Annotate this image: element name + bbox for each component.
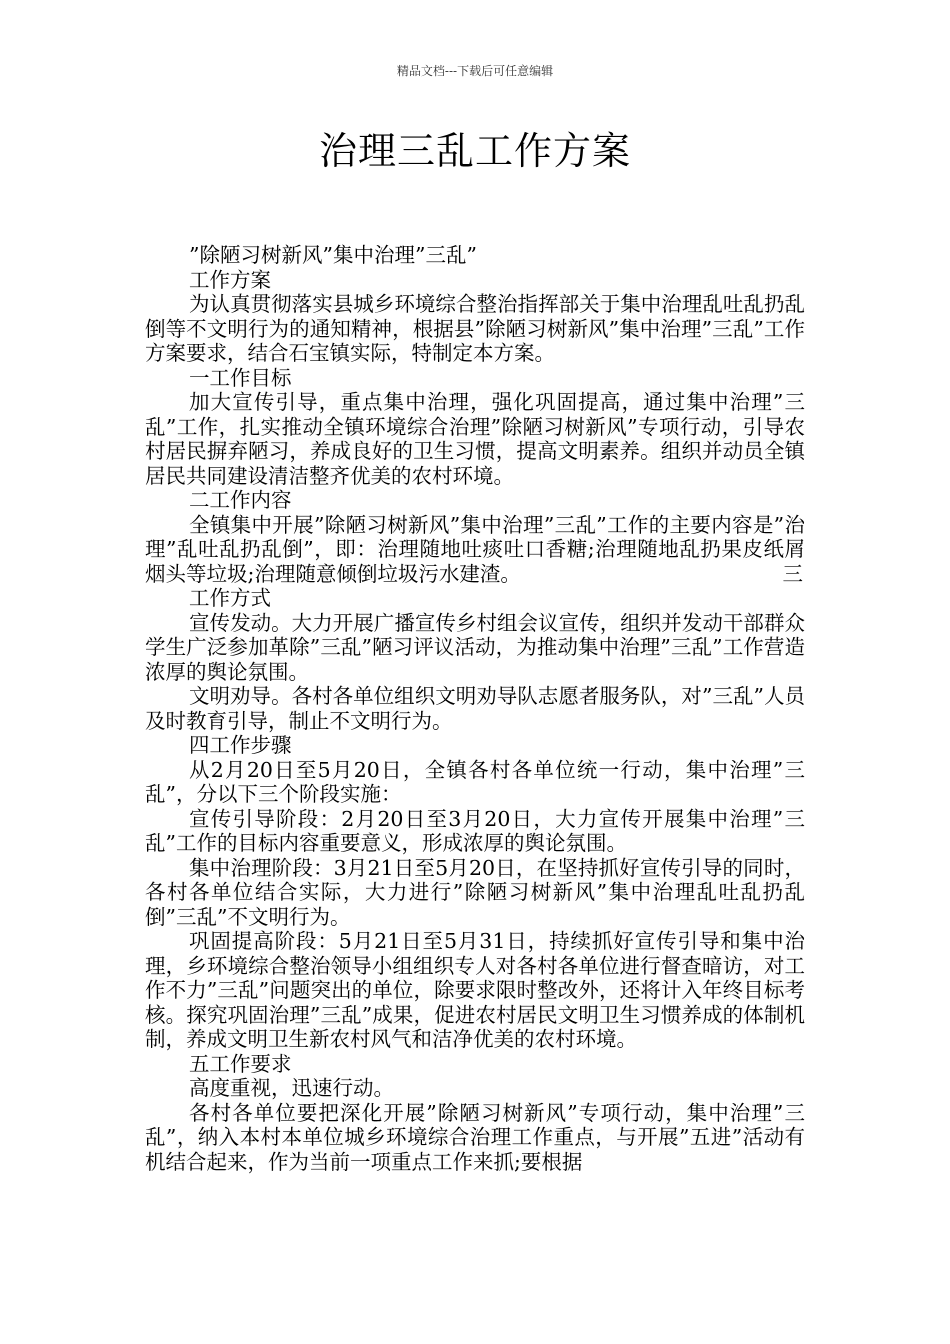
section-heading-1: 一工作目标: [189, 365, 292, 390]
section-heading-5: 五工作要求: [189, 1051, 292, 1076]
document-title: 治理三乱工作方案: [318, 129, 631, 173]
paragraph-stage-3: 巩固提高阶段：5月21日至5月31日，持续抓好宣传引导和集中治理，乡环境综合整治领导小组组织专人对各村各单位进行督查暗访，对工作不力”三乱”问题突出的单位，除要求限时整改外，还将计入年终目标考核。探究巩固治理”三乱”成果，促进农村居民文明卫生习惯养成的体制机制，养成文明卫生新农村风气和洁净优美的农村环境。: [145, 929, 805, 1051]
paragraph-stage-1: 宣传引导阶段：2月20日至3月20日，大力宣传开展集中治理”三乱”工作的目标内容重要意义，形成浓厚的舆论氛围。: [145, 806, 805, 855]
paragraph-subtitle: ”除陋习树新风”集中治理”三乱”: [189, 243, 477, 267]
paragraph-requirement-2: 各村各单位要把深化开展”除陋习树新风”专项行动，集中治理”三乱”，纳入本村本单位城乡环境综合治理工作重点，与开展”五进”活动有机结合起来，作为当前一项重点工作来抓;要根据: [145, 1100, 805, 1174]
paragraph-content: [145, 513, 805, 587]
paragraph-content-text: 全镇集中开展”除陋习树新风”集中治理”三乱”工作的主要内容是”治理”乱吐乱扔乱倒”，即：治理随地吐痰吐口香糖;治理随地乱扔果皮纸屑烟头等垃圾;治理随意倾倒垃圾污水建渣。: [145, 512, 805, 586]
section-heading-2: 二工作内容: [189, 488, 292, 512]
section-number-three: 三: [782, 561, 803, 586]
paragraph-publicity: 宣传发动。大力开展广播宣传乡村组会议宣传，组织并发动干部群众学生广泛参加革除”三乱”陋习评议活动，为推动集中治理”三乱”工作营造浓厚的舆论氛围。: [145, 610, 805, 684]
paragraph-steps: 从2月20日至5月20日，全镇各村各单位统一行动，集中治理”三乱”，分以下三个阶段实施：: [145, 757, 805, 806]
section-heading-3: 工作方式: [189, 586, 271, 610]
paragraph-persuasion: 文明劝导。各村各单位组织文明劝导队志愿者服务队，对”三乱”人员及时教育引导，制止不文明行为。: [145, 684, 805, 733]
document-body: [145, 243, 805, 1174]
paragraph-stage-2: 集中治理阶段：3月21日至5月20日，在坚持抓好宣传引导的同时，各村各单位结合实际，大力进行”除陋习树新风”集中治理乱吐乱扔乱倒”三乱”不文明行为。: [145, 855, 805, 929]
paragraph-requirement-1: 高度重视，迅速行动。: [189, 1076, 394, 1100]
paragraph-goal: 加大宣传引导，重点集中治理，强化巩固提高，通过集中治理”三乱”工作，扎实推动全镇环境综合治理”除陋习树新风”专项行动，引导农村居民摒弃陋习，养成良好的卫生习惯，提高文明素养。组织并动员全镇居民共同建设清洁整齐优美的农村环境。: [145, 390, 805, 488]
section-heading-4: 四工作步骤: [189, 733, 292, 757]
paragraph-subtitle-2: 工作方案: [189, 267, 271, 292]
paragraph-intro: 为认真贯彻落实县城乡环境综合整治指挥部关于集中治理乱吐乱扔乱倒等不文明行为的通知精神，根据县”除陋习树新风”集中治理”三乱”工作方案要求，结合石宝镇实际，特制定本方案。: [145, 292, 805, 365]
header-note: 精品文档---下载后可任意编辑: [396, 64, 554, 78]
